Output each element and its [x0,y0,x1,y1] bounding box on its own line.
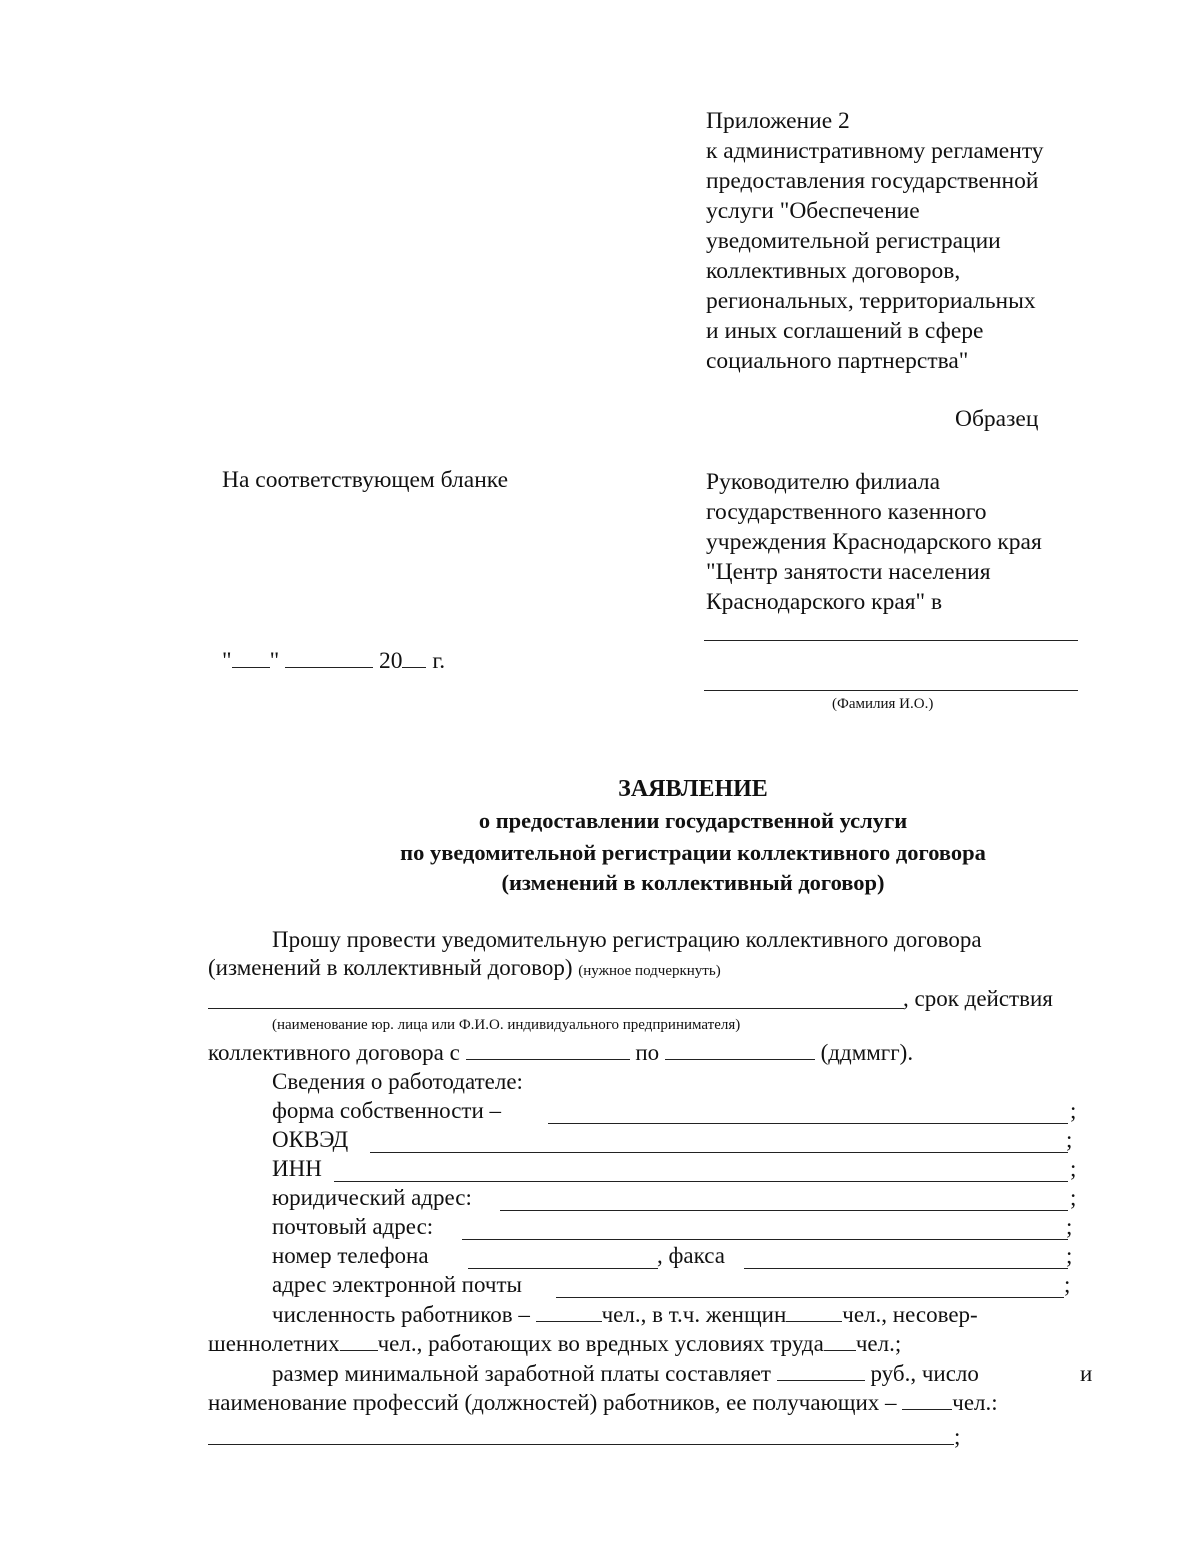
year-blank [402,649,426,668]
sample-label: Образец [955,406,1039,432]
staff-harmful-label: чел., работающих во вредных условиях труда [377,1331,824,1356]
period-line [208,1040,913,1066]
staff-minors-prefix: шеннолетних [208,1331,340,1356]
period-from-blank [466,1042,630,1060]
legal-address-line [500,1210,1068,1211]
appendix-line: услуги "Обеспечение [706,198,920,224]
postal-address-line [462,1239,1068,1240]
wage-professions-label: наименование профессий (должностей) работников, ее получающих – [208,1390,897,1415]
staff-harmful-blank [824,1333,856,1351]
wage-line-1 [272,1361,979,1387]
addressee-line: Руководителю филиала [706,469,941,495]
request-line-2-text: (изменений в коллективный договор) [208,955,573,980]
request-note: (нужное подчеркнуть) [578,963,721,979]
line-end: ; [1070,1098,1077,1123]
postal-address-label: почтовый адрес: [272,1214,434,1239]
appendix-line: к административному регламенту [706,138,1044,164]
wage-unit: руб., число [870,1361,979,1386]
email-line [556,1297,1064,1298]
okved-line [370,1152,1068,1153]
appendix-line: Приложение 2 [706,108,850,134]
document-subtitle: о предоставлении государственной услуги [478,808,908,833]
staff-line-end: чел.; [855,1331,902,1356]
wage-amount-blank [777,1363,865,1381]
okved-label: ОКВЭД [272,1127,349,1152]
period-prefix: коллективного договора с [208,1040,460,1065]
email-label: адрес электронной почты [272,1272,522,1297]
inn-line [334,1181,1068,1182]
period-format: (ддммгг). [820,1040,914,1065]
document-subtitle: (изменений в коллективный договор) [501,870,885,895]
staff-women-label: чел., в т.ч. женщин [601,1302,787,1327]
staff-women-blank [786,1304,842,1322]
wage-line-2 [208,1390,998,1416]
date-line [222,648,445,675]
request-line-1: Прошу провести уведомительную регистрацию коллективного договора [272,927,982,952]
legal-address-label: юридический адрес: [272,1185,472,1210]
inn-label: ИНН [272,1156,322,1181]
staff-count-prefix: численность работников – [272,1302,530,1327]
org-caption: (наименование юр. лица или Ф.И.О. индивидуального предпринимателя) [272,1017,741,1033]
ownership-line [548,1123,1068,1124]
staff-minors-label: чел., несовер- [842,1302,978,1327]
addressee-blank-line [704,640,1078,641]
employer-heading: Сведения о работодателе: [272,1069,523,1094]
line-end: ; [1066,1214,1073,1239]
date-quote-close: " [269,648,280,674]
addressee-name-line [704,690,1078,691]
wage-count-blank [902,1392,952,1410]
fax-line [744,1268,1068,1269]
document-title: ЗАЯВЛЕНИЕ [618,776,768,802]
date-quote-open: " [222,648,232,674]
addressee-line: Краснодарского края" в [706,589,943,615]
professions-line [208,1444,954,1445]
wage-count-unit: чел.: [952,1390,998,1415]
name-caption: (Фамилия И.О.) [832,696,934,712]
phone-label: номер телефона [272,1243,429,1268]
addressee-line: учреждения Краснодарского края [706,529,1042,555]
period-to: по [635,1040,660,1065]
wage-prefix: размер минимальной заработной платы составляет [272,1361,771,1386]
wage-line-1-end: и [1080,1361,1093,1386]
document-subtitle: по уведомительной регистрации коллективного договора [400,840,986,865]
addressee-line: "Центр занятости населения [706,559,991,585]
staff-line-2 [208,1331,901,1357]
staff-minors-blank [340,1333,378,1351]
term-label: , срок действия [903,986,1053,1011]
appendix-line: коллективных договоров, [706,258,961,284]
appendix-block [706,106,1044,376]
line-end: ; [1070,1185,1077,1210]
appendix-line: социального партнерства" [706,348,969,374]
request-line-2 [208,955,721,981]
addressee-line: государственного казенного [706,499,987,525]
appendix-line: уведомительной регистрации [706,228,1001,254]
month-blank [285,649,373,668]
period-to-blank [665,1042,815,1060]
blank-label: На соответствующем бланке [222,467,509,493]
ownership-label: форма собственности – [272,1098,502,1123]
staff-total-blank [536,1304,602,1322]
staff-count-line [272,1302,978,1328]
appendix-line: предоставления государственной [706,168,1039,194]
year-suffix: г. [432,648,446,674]
line-end: ; [1066,1127,1073,1152]
line-end: ; [1070,1156,1077,1181]
day-blank [232,649,270,668]
appendix-line: и иных соглашений в сфере [706,318,984,344]
addressee-block [706,467,1042,617]
org-name-line [208,1008,904,1009]
fax-label: , факса [657,1243,725,1268]
appendix-line: региональных, территориальных [706,288,1036,314]
wage-line-3-end: ; [954,1424,961,1449]
line-end: ; [1064,1272,1071,1297]
year-prefix: 20 [378,648,403,674]
phone-line [468,1268,658,1269]
line-end: ; [1066,1243,1073,1268]
